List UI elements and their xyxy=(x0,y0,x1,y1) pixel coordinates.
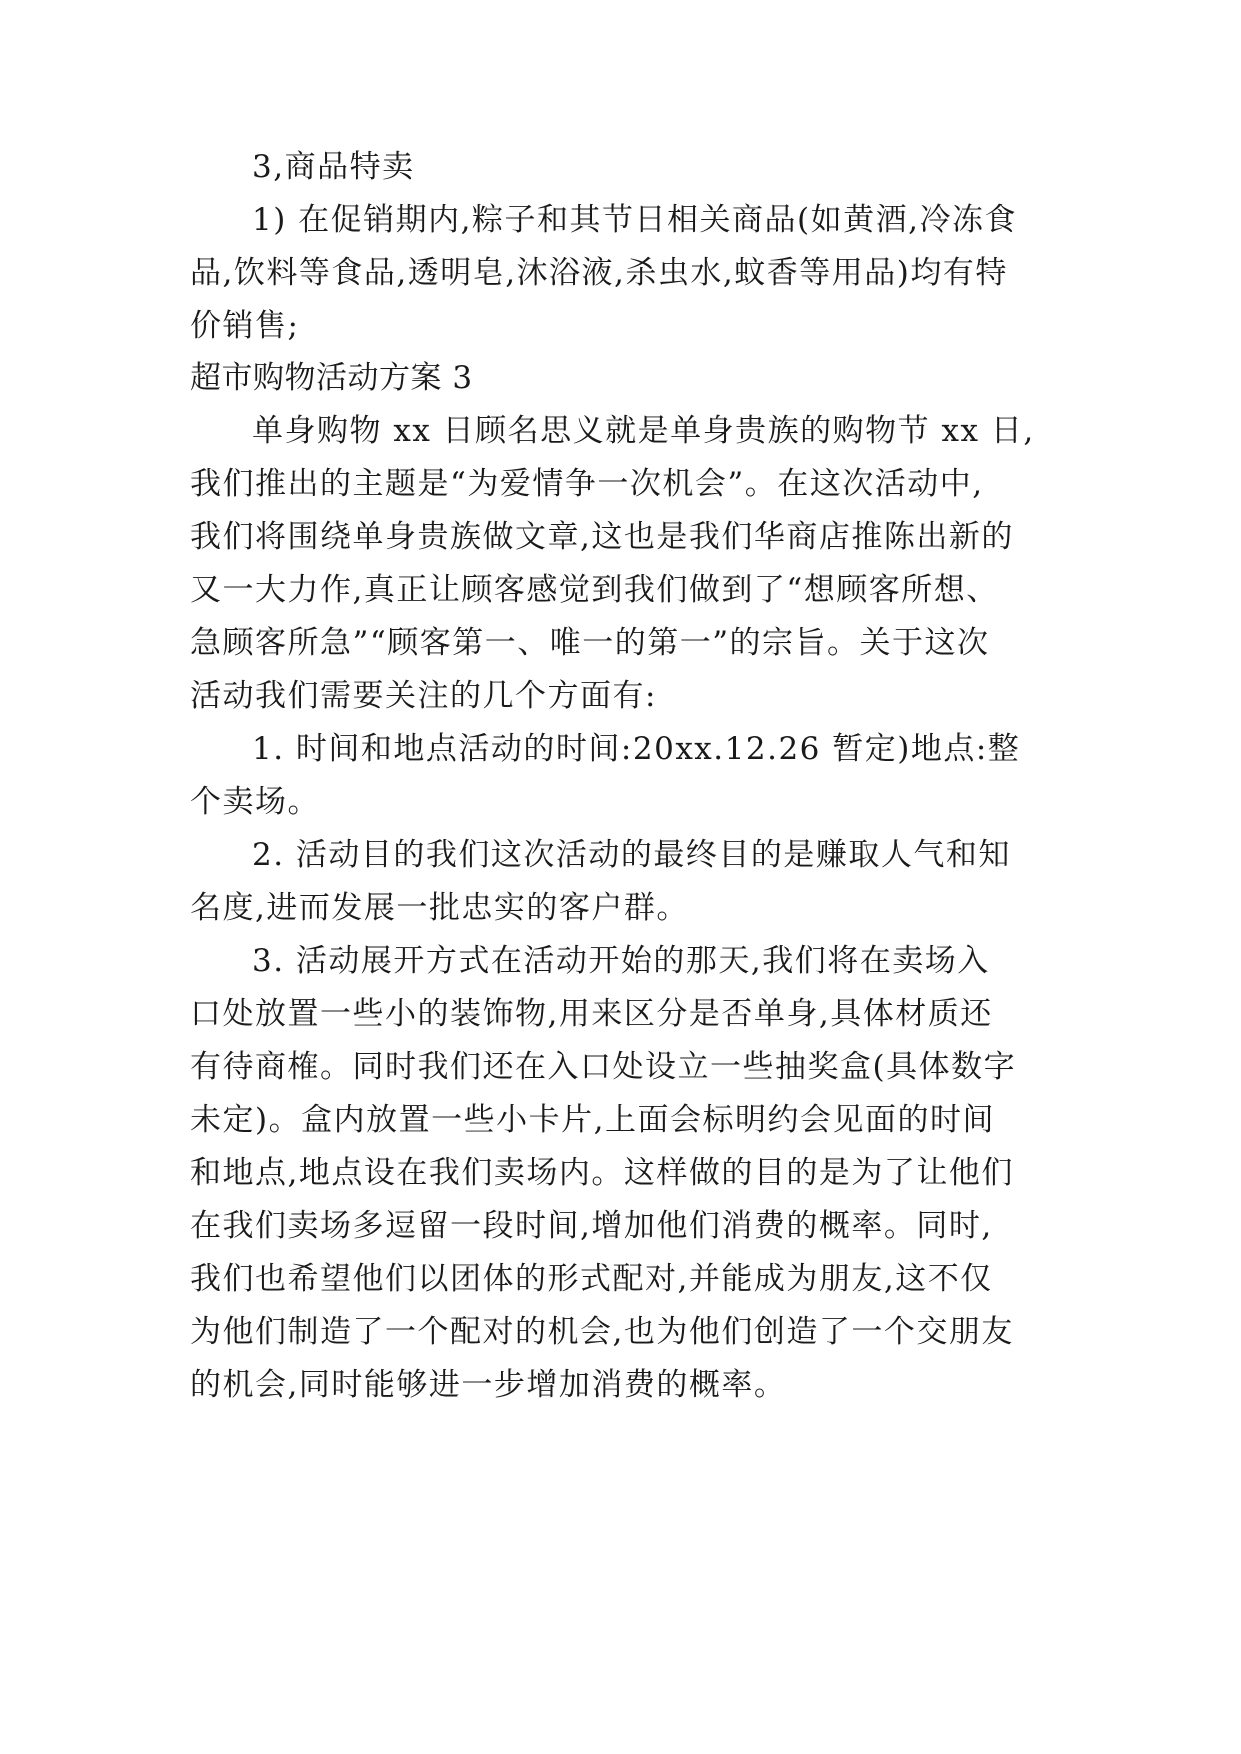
point-3-line-2: 口处放置一些小的装饰物,用来区分是否单身,具体材质还 xyxy=(190,996,993,1032)
point-3-line-7: 我们也希望他们以团体的形式配对,并能成为朋友,这不仅 xyxy=(190,1261,993,1297)
point-3-line-6: 在我们卖场多逗留一段时间,增加他们消费的概率。同时, xyxy=(190,1208,993,1244)
item-1-line-3: 价销售; xyxy=(190,308,300,344)
point-3-line-1: 3. 活动展开方式在活动开始的那天,我们将在卖场入 xyxy=(252,943,990,979)
paragraph-1-line-5: 急顾客所急”“顾客第一、唯一的第一”的宗旨。关于这次 xyxy=(190,625,990,661)
point-2-line-2: 名度,进而发展一批忠实的客户群。 xyxy=(190,890,689,926)
point-3-line-3: 有待商榷。同时我们还在入口处设立一些抽奖盒(具体数字 xyxy=(190,1049,1017,1085)
point-1-line-2: 个卖场。 xyxy=(190,784,320,820)
point-3-line-4: 未定)。盒内放置一些小卡片,上面会标明约会见面的时间 xyxy=(190,1102,995,1138)
paragraph-1-line-1: 单身购物 xx 日顾名思义就是单身贵族的购物节 xx 日, xyxy=(252,413,1035,449)
paragraph-1-line-4: 又一大力作,真正让顾客感觉到我们做到了“想顾客所想、 xyxy=(190,572,999,608)
point-3-line-5: 和地点,地点设在我们卖场内。这样做的目的是为了让他们 xyxy=(190,1155,1014,1191)
paragraph-1-line-2: 我们推出的主题是“为爱情争一次机会”。在这次活动中, xyxy=(190,466,984,502)
paragraph-1-line-6: 活动我们需要关注的几个方面有: xyxy=(190,678,657,714)
point-3-line-9: 的机会,同时能够进一步增加消费的概率。 xyxy=(190,1367,787,1403)
paragraph-1-line-3: 我们将围绕单身贵族做文章,这也是我们华商店推陈出新的 xyxy=(190,519,1014,555)
point-1-line-1: 1. 时间和地点活动的时间:20xx.12.26 暂定)地点:整 xyxy=(252,731,1021,767)
point-2-line-1: 2. 活动目的我们这次活动的最终目的是赚取人气和知 xyxy=(252,837,1011,873)
point-3-line-8: 为他们制造了一个配对的机会,也为他们创造了一个交朋友 xyxy=(190,1314,1014,1350)
item-heading: 3,商品特卖 xyxy=(252,149,415,185)
item-1-line-2: 品,饮料等食品,透明皂,沐浴液,杀虫水,蚊香等用品)均有特 xyxy=(190,255,1008,291)
item-1-line-1: 1) 在促销期内,粽子和其节日相关商品(如黄酒,冷冻食 xyxy=(252,202,1017,238)
section-heading: 超市购物活动方案 3 xyxy=(190,360,473,396)
